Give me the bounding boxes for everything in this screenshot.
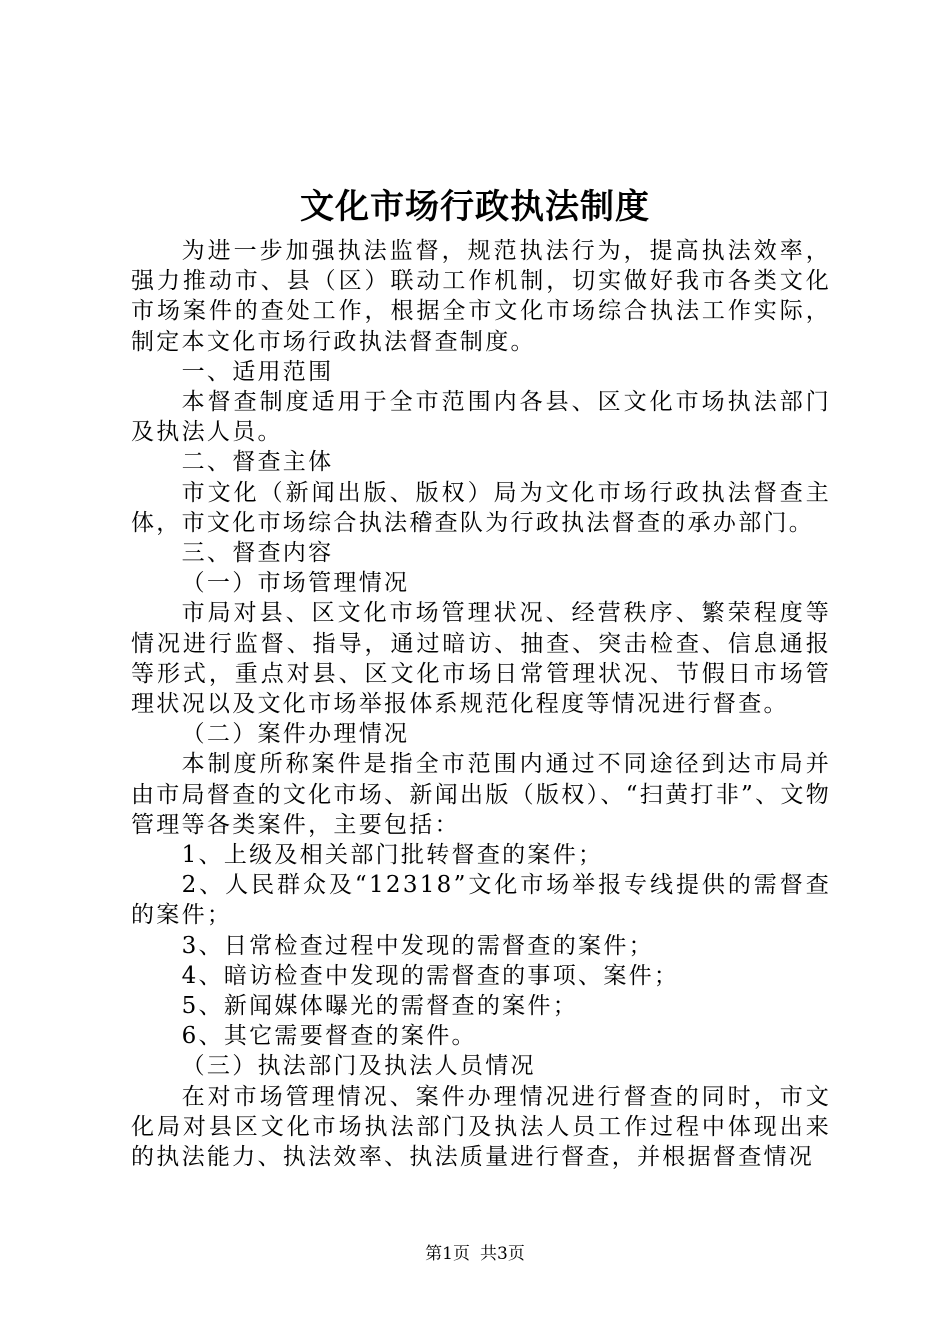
paragraph-cases: 本制度所称案件是指全市范围内通过不同途径到达市局并由市局督查的文化市场、新闻出版（版权）、“扫黄打非”、文物管理等各类案件，主要包括： xyxy=(131,751,831,838)
paragraph-intro: 为进一步加强执法监督，规范执法行为，提高执法效率，强力推动市、县（区）联动工作机制，切实做好我市各类文化市场案件的查处工作，根据全市文化市场综合执法工作实际，制定本文化市场行政执法督查制度。 xyxy=(131,238,831,355)
list-item: 3、日常检查过程中发现的需督查的案件； xyxy=(181,932,654,959)
subsection-heading-personnel: （三）执法部门及执法人员情况 xyxy=(181,1053,536,1080)
paragraph-market: 市局对县、区文化市场管理状况、经营秩序、繁荣程度等情况进行监督、指导，通过暗访、抽查、突击检查、信息通报等形式，重点对县、区文化市场日常管理状况、节假日市场管理状况以及文化市场举报体系规范化程度等情况进行督查。 xyxy=(131,600,831,718)
section-heading-subject: 二、督查主体 xyxy=(181,449,334,476)
subsection-heading-market: （一）市场管理情况 xyxy=(181,570,410,597)
paragraph-personnel: 在对市场管理情况、案件办理情况进行督查的同时，市文化局对县区文化市场执法部门及执法人员工作过程中体现出来的执法能力、执法效率、执法质量进行督查，并根据督查情况 xyxy=(131,1083,831,1171)
list-item: 1、上级及相关部门批转督查的案件； xyxy=(181,842,604,869)
section-heading-scope: 一、适用范围 xyxy=(181,358,334,385)
list-item: 4、暗访检查中发现的需督查的事项、案件； xyxy=(181,962,680,989)
list-item: 6、其它需要督查的案件。 xyxy=(181,1023,477,1050)
page-footer xyxy=(0,1242,950,1266)
subsection-heading-cases: （二）案件办理情况 xyxy=(181,721,410,748)
paragraph-scope: 本督查制度适用于全市范围内各县、区文化市场执法部门及执法人员。 xyxy=(131,389,831,446)
paragraph-subject: 市文化（新闻出版、版权）局为文化市场行政执法督查主体，市文化市场综合执法稽查队为行政执法督查的承办部门。 xyxy=(131,479,831,536)
section-heading-content: 三、督查内容 xyxy=(181,540,334,567)
page-number: 第1页 xyxy=(425,1244,470,1264)
list-item: 2、人民群众及“12318”文化市场举报专线提供的需督查的案件； xyxy=(131,872,831,929)
list-item: 5、新闻媒体曝光的需督查的案件； xyxy=(181,993,579,1020)
page-total: 共3页 xyxy=(480,1244,525,1264)
document-body xyxy=(131,236,831,1172)
document-title: 文化市场行政执法制度 xyxy=(300,187,650,227)
